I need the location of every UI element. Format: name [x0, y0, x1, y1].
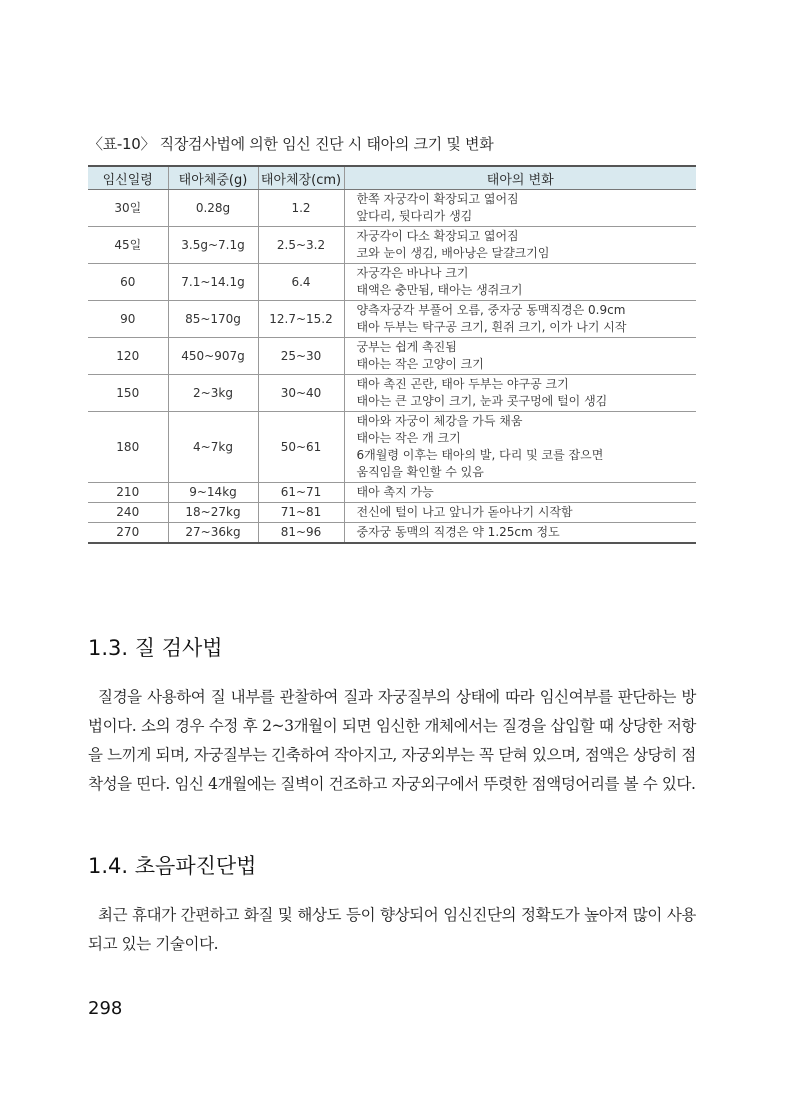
change-line: 움직임을 확인할 수 있음 [356, 465, 484, 479]
cell-changes [344, 227, 696, 264]
cell-changes [344, 190, 696, 227]
table-row [88, 503, 696, 523]
change-line: 태액은 충만됨, 태아는 생쥐크기 [356, 283, 523, 297]
cell-length: 12.7~15.2 [258, 301, 344, 338]
cell-weight: 2~3kg [168, 375, 258, 412]
change-line: 궁부는 쉽게 촉진됨 [356, 340, 457, 354]
cell-length: 25~30 [258, 338, 344, 375]
header-length: 태아체장(cm) [258, 166, 344, 190]
cell-weight: 4~7kg [168, 412, 258, 483]
cell-changes [344, 503, 696, 523]
change-line: 양측자궁각 부풀어 오름, 중자궁 동맥직경은 0.9cm [356, 303, 626, 317]
header-weight: 태아체중(g) [168, 166, 258, 190]
cell-length: 71~81 [258, 503, 344, 523]
section-heading-vaginal-exam: 1.3. 질 검사법 [88, 636, 223, 660]
table-row [88, 301, 696, 338]
cell-changes [344, 338, 696, 375]
cell-changes [344, 301, 696, 338]
change-line: 태아 촉지 가능 [356, 485, 434, 499]
section-paragraph-ultrasound: 최근 휴대가 간편하고 화질 및 해상도 등이 향상되어 임신진단의 정확도가 높아져 많이 사용되고 있는 기술이다. [88, 906, 696, 953]
page-number: 298 [88, 998, 123, 1019]
change-line: 앞다리, 뒷다리가 생김 [356, 209, 473, 223]
cell-weight: 3.5g~7.1g [168, 227, 258, 264]
cell-weight: 450~907g [168, 338, 258, 375]
table-caption: 〈표-10〉 직장검사법에 의한 임신 진단 시 태아의 크기 및 변화 [88, 135, 494, 153]
change-line: 태아와 자궁이 체강을 가득 채움 [356, 414, 523, 428]
cell-length: 2.5~3.2 [258, 227, 344, 264]
change-line: 전신에 털이 나고 앞니가 돋아나기 시작함 [356, 505, 573, 519]
cell-length: 81~96 [258, 523, 344, 544]
cell-weight: 27~36kg [168, 523, 258, 544]
cell-day: 45일 [88, 227, 168, 264]
table-header-row [88, 166, 696, 190]
change-line: 태아는 작은 개 크기 [356, 431, 461, 445]
cell-day: 270 [88, 523, 168, 544]
cell-weight: 9~14kg [168, 483, 258, 503]
header-day: 임신일령 [88, 166, 168, 190]
cell-length: 1.2 [258, 190, 344, 227]
cell-day: 90 [88, 301, 168, 338]
cell-length: 30~40 [258, 375, 344, 412]
change-line: 태아 두부는 탁구공 크기, 흰쥐 크기, 이가 나기 시작 [356, 320, 627, 334]
cell-length: 6.4 [258, 264, 344, 301]
cell-weight: 85~170g [168, 301, 258, 338]
change-line: 자궁각은 바나나 크기 [356, 266, 469, 280]
table-row [88, 190, 696, 227]
cell-day: 150 [88, 375, 168, 412]
header-changes: 태아의 변화 [344, 166, 696, 190]
table-row [88, 523, 696, 544]
cell-day: 210 [88, 483, 168, 503]
cell-changes [344, 523, 696, 544]
change-line: 6개월령 이후는 태아의 발, 다리 및 코를 잡으면 [356, 448, 604, 462]
cell-day: 180 [88, 412, 168, 483]
cell-weight: 7.1~14.1g [168, 264, 258, 301]
cell-changes [344, 375, 696, 412]
cell-day: 60 [88, 264, 168, 301]
change-line: 태아 촉진 곤란, 태아 두부는 야구공 크기 [356, 377, 569, 391]
table-row [88, 483, 696, 503]
cell-weight: 18~27kg [168, 503, 258, 523]
change-line: 태아는 큰 고양이 크기, 눈과 콧구멍에 털이 생김 [356, 394, 608, 408]
cell-length: 50~61 [258, 412, 344, 483]
cell-changes [344, 483, 696, 503]
table-row [88, 412, 696, 483]
cell-day: 120 [88, 338, 168, 375]
table-row [88, 264, 696, 301]
cell-length: 61~71 [258, 483, 344, 503]
change-line: 중자궁 동맥의 직경은 약 1.25cm 정도 [356, 525, 560, 539]
change-line: 자궁각이 다소 확장되고 엷어짐 [356, 229, 519, 243]
table-row [88, 227, 696, 264]
cell-changes [344, 264, 696, 301]
section-paragraph-vaginal-exam: 질경을 사용하여 질 내부를 관찰하여 질과 자궁질부의 상태에 따라 임신여부를 판단하는 방법이다. 소의 경우 수정 후 2~3개월이 되면 임신한 개체에서는 질경을 삽입할 때 상당한 저항을 느끼게 되며, 자궁질부는 긴축하여 작아지고, 자궁외부는 꼭 닫혀 있으며, 점액은 상당히 점착성을 띤다. 임신 4개월에는 질벽이 건조하고 자궁외구에서 뚜렷한 점액덩어리를 볼 수 있다. [88, 688, 696, 793]
cell-day: 30일 [88, 190, 168, 227]
cell-weight: 0.28g [168, 190, 258, 227]
section-heading-ultrasound: 1.4. 초음파진단법 [88, 854, 257, 878]
table-row [88, 338, 696, 375]
table-row [88, 375, 696, 412]
change-line: 한쪽 자궁각이 확장되고 엷어짐 [356, 192, 519, 206]
change-line: 코와 눈이 생김, 배아낭은 달걀크기임 [356, 246, 550, 260]
pregnancy-table [88, 165, 696, 544]
cell-changes [344, 412, 696, 483]
cell-day: 240 [88, 503, 168, 523]
change-line: 태아는 작은 고양이 크기 [356, 357, 484, 371]
